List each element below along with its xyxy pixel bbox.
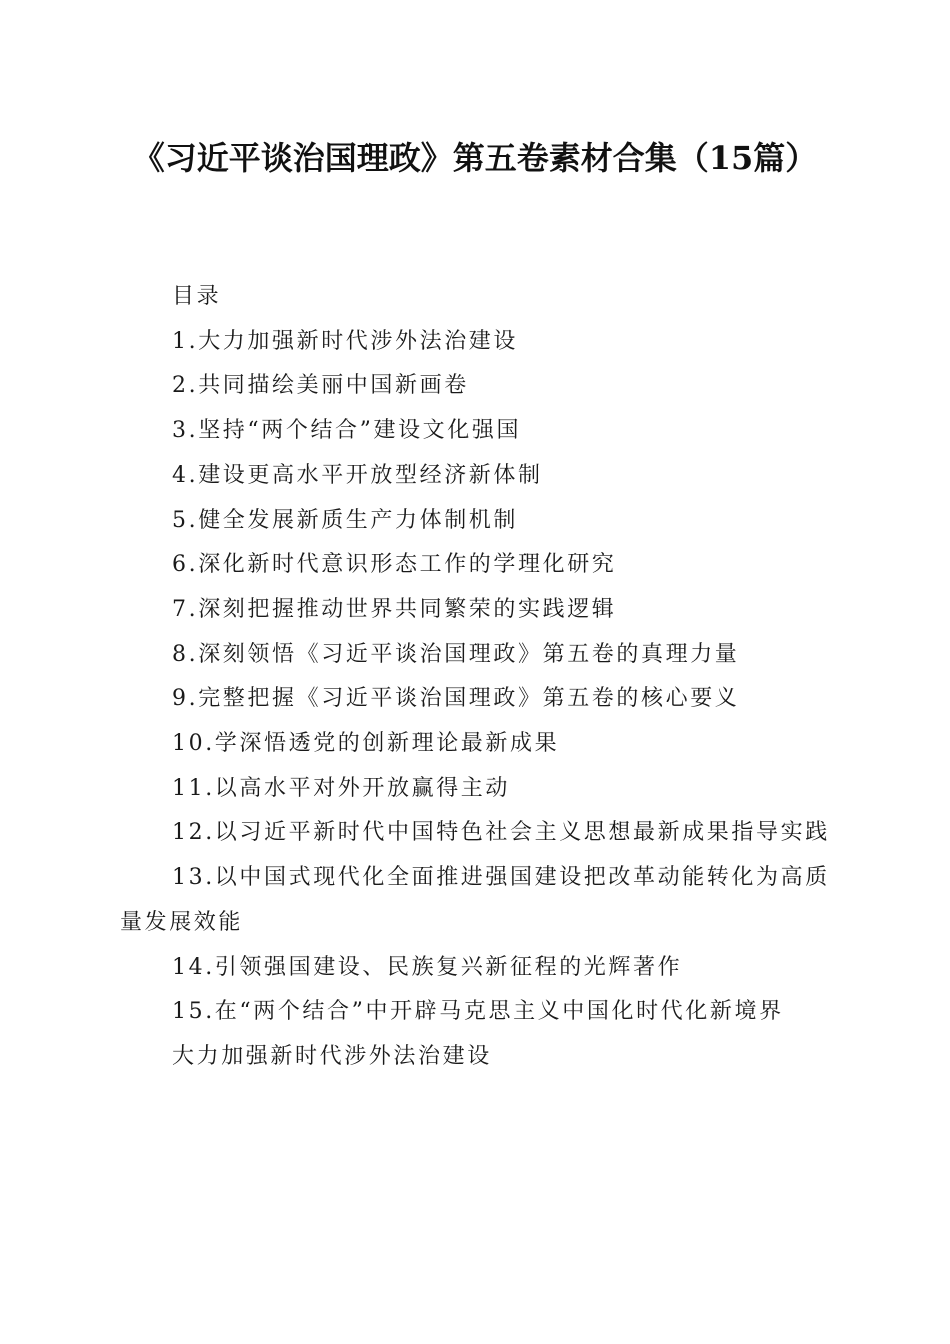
toc-item-12: 12.以习近平新时代中国特色社会主义思想最新成果指导实践	[172, 820, 830, 846]
toc-heading: 目录	[172, 284, 222, 309]
toc-item-11: 11.以高水平对外开放赢得主动	[172, 775, 510, 801]
toc-item-3: 3.坚持“两个结合”建设文化强国	[172, 418, 522, 444]
toc-item-4: 4.建设更高水平开放型经济新体制	[172, 462, 543, 488]
table-of-contents	[120, 275, 832, 1080]
toc-item-14: 14.引领强国建设、民族复兴新征程的光辉著作	[172, 954, 683, 980]
toc-item-15: 15.在“两个结合”中开辟马克思主义中国化时代化新境界	[172, 999, 784, 1025]
toc-item-9: 9.完整把握《习近平谈治国理政》第五卷的核心要义	[172, 686, 740, 712]
section-heading: 大力加强新时代涉外法治建设	[172, 1043, 492, 1069]
toc-item-1: 1.大力加强新时代涉外法治建设	[172, 328, 518, 354]
toc-item-6: 6.深化新时代意识形态工作的学理化研究	[172, 552, 617, 578]
document-title: 《习近平谈治国理政》第五卷素材合集（15篇）	[132, 139, 818, 177]
toc-item-2: 2.共同描绘美丽中国新画卷	[172, 373, 469, 399]
toc-item-13: 13.以中国式现代化全面推进强国建设把改革动能转化为高质量发展效能	[120, 865, 830, 935]
toc-item-5: 5.健全发展新质生产力体制机制	[172, 507, 518, 533]
toc-item-8: 8.深刻领悟《习近平谈治国理政》第五卷的真理力量	[172, 641, 740, 667]
toc-item-7: 7.深刻把握推动世界共同繁荣的实践逻辑	[172, 596, 617, 622]
toc-item-10: 10.学深悟透党的创新理论最新成果	[172, 731, 560, 757]
